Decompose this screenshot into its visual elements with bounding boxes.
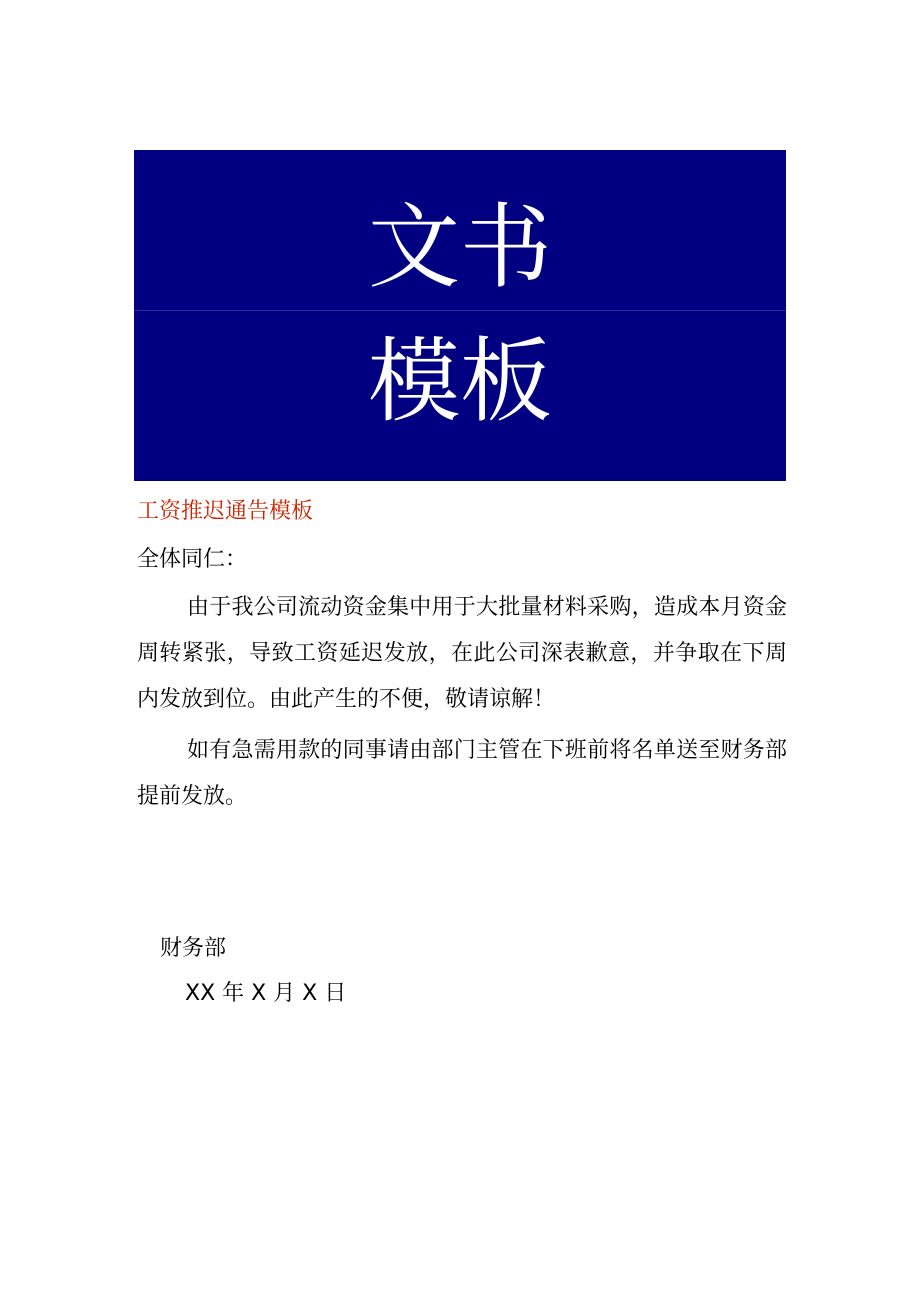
cover-banner	[134, 150, 786, 481]
banner-divider	[134, 310, 786, 311]
signature-date: XX 年 X 月 X 日	[185, 981, 347, 1006]
document-title: 工资推迟通告模板	[137, 499, 314, 524]
banner-line-1: 文书	[367, 194, 552, 301]
banner-line-2: 模板	[367, 328, 552, 435]
body-paragraph-2: 如有急需用款的同事请由部门主管在下班前将名单送至财务部提前发放。	[137, 738, 787, 809]
greeting: 全体同仁：	[137, 547, 248, 572]
signature-department: 财务部	[160, 936, 227, 961]
body-paragraph-1: 由于我公司流动资金集中用于大批量材料采购，造成本月资金周转紧张，导致工资延迟发放，在此公司深表歉意，并争取在下周内发放到位。由此产生的不便，敬请谅解！	[137, 595, 787, 712]
